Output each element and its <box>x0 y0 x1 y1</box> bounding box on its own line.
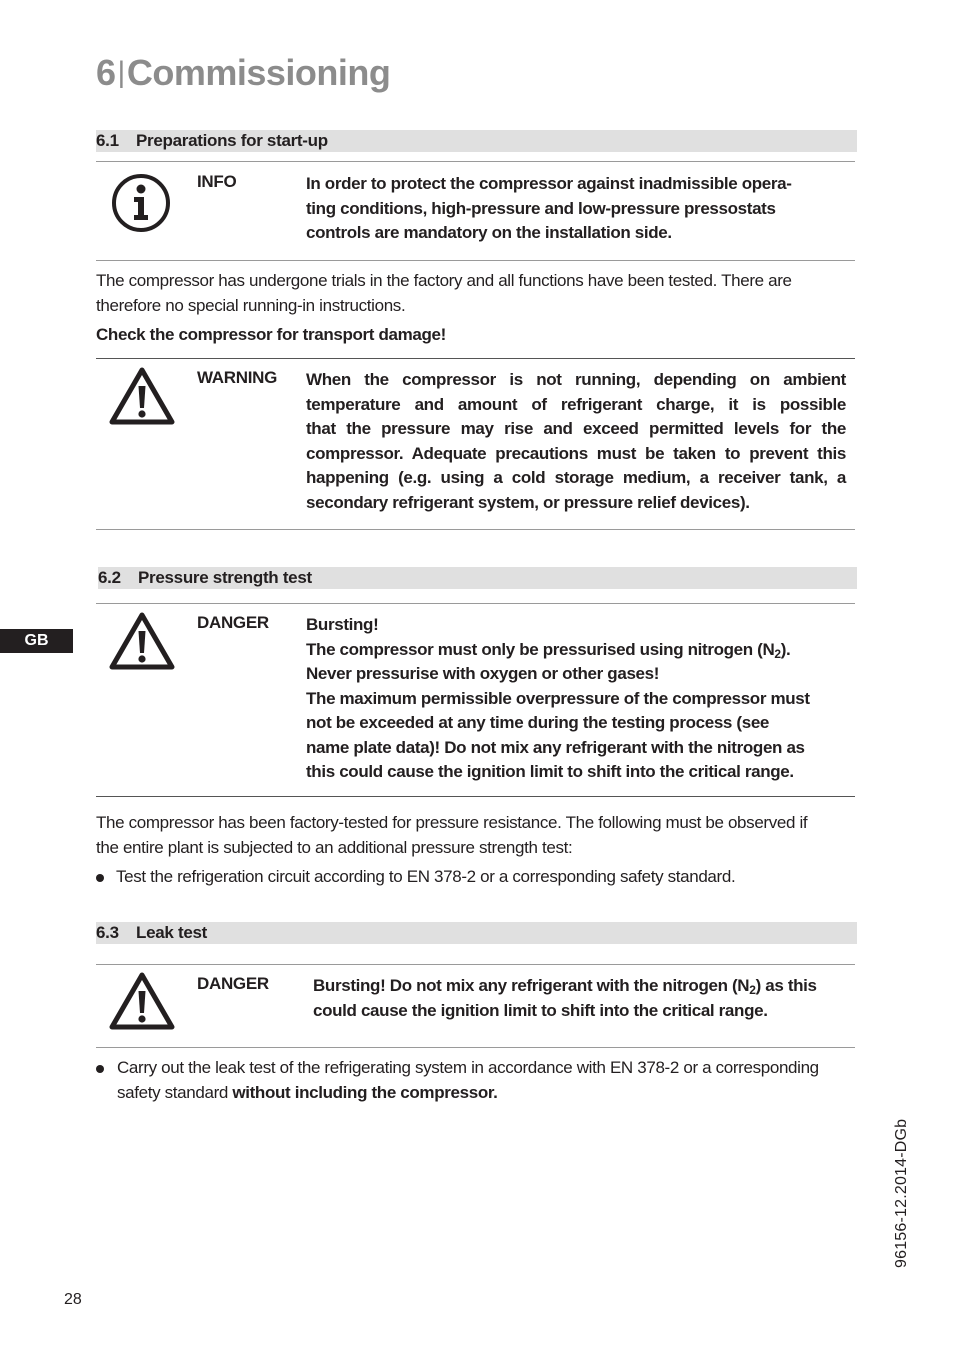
divider <box>96 964 855 965</box>
danger-text <box>313 974 853 1023</box>
divider <box>96 603 855 604</box>
divider <box>96 796 855 797</box>
warning-triangle-icon <box>108 366 176 426</box>
bullet-item <box>117 1056 862 1105</box>
paragraph-line: the entire plant is subjected to an additional pressure strength test: <box>96 837 573 857</box>
danger-line-part: ) as this <box>755 976 817 995</box>
danger-line-part: The compressor must only be pressurised using nitrogen (N <box>306 639 775 659</box>
warning-line: that the pressure may rise and exceed permitted levels for the <box>306 419 846 438</box>
bullet-line-part: safety standard <box>117 1082 233 1102</box>
warning-line: happening (e.g. using a cold storage medium, a receiver tank, a <box>306 468 846 487</box>
section-title: Pressure strength test <box>138 568 312 587</box>
danger-line: could cause the ignition limit to shift into the critical range. <box>313 1000 768 1020</box>
info-line: ting conditions, high-pressure and low-pressure pressostats <box>306 198 776 218</box>
danger-line <box>306 638 854 663</box>
divider <box>96 161 855 162</box>
info-icon <box>110 172 172 234</box>
warning-label: WARNING <box>197 368 278 387</box>
section-number: 6.2 <box>98 568 121 587</box>
section-number: 6.3 <box>96 923 119 942</box>
transport-damage-note: Check the compressor for transport damage! <box>96 325 446 344</box>
danger-label: DANGER <box>197 613 269 632</box>
chapter-number: 6 <box>96 52 116 93</box>
warning-line: When the compressor is not running, depending on ambient <box>306 370 846 389</box>
bullet-line: Carry out the leak test of the refrigerating system in accordance with EN 378-2 or a corresponding <box>117 1058 819 1077</box>
bullet-line-bold: without including the compressor. <box>232 1082 498 1102</box>
divider <box>96 358 855 359</box>
pressure-test-paragraph <box>96 811 858 860</box>
divider <box>96 1047 855 1048</box>
divider <box>96 260 855 261</box>
section-heading-6-1 <box>96 130 857 152</box>
danger-line: Never pressurise with oxygen or other gases! <box>306 664 660 683</box>
bullet-dot <box>96 874 104 882</box>
info-label: INFO <box>197 172 237 191</box>
section-title: Preparations for start-up <box>136 131 328 150</box>
page-number: 28 <box>64 1291 82 1308</box>
info-line: controls are mandatory on the installation side. <box>306 223 672 242</box>
danger-line: The maximum permissible overpressure of the compressor must <box>306 688 810 708</box>
bullet-line <box>117 1081 862 1106</box>
info-line: In order to protect the compressor against inadmissible opera- <box>306 174 792 193</box>
language-tab: GB <box>0 629 73 653</box>
subscript: 2 <box>749 983 756 997</box>
bullet-dot <box>96 1065 104 1073</box>
warning-line: secondary refrigerant system, or pressure relief devices). <box>306 492 750 512</box>
chapter-separator: | <box>117 56 125 89</box>
danger-line: not be exceeded at any time during the testing process (see <box>306 713 770 732</box>
paragraph-line: therefore no special running-in instructions. <box>96 295 406 315</box>
warning-line: compressor. Adequate precautions must be taken to prevent this <box>306 443 846 463</box>
chapter-heading <box>96 52 390 94</box>
section-heading-6-2 <box>98 567 857 589</box>
danger-line: this could cause the ignition limit to shift into the critical range. <box>306 762 794 781</box>
section-title: Leak test <box>136 923 208 942</box>
danger-line-part: ). <box>780 639 791 659</box>
warning-text <box>306 368 846 515</box>
subscript: 2 <box>774 646 781 661</box>
section-heading-6-3 <box>96 922 857 944</box>
bullet-item: Test the refrigeration circuit according to EN 378-2 or a corresponding safety standard. <box>116 867 736 886</box>
danger-label: DANGER <box>197 974 269 993</box>
danger-line: name plate data)! Do not mix any refrigerant with the nitrogen as <box>306 737 805 757</box>
paragraph-line: The compressor has been factory-tested for pressure resistance. The following must be observed if <box>96 813 808 832</box>
danger-line <box>313 974 853 999</box>
warning-triangle-icon <box>108 971 176 1031</box>
danger-line: Bursting! <box>306 615 379 634</box>
danger-text <box>306 613 854 785</box>
intro-paragraph <box>96 269 858 318</box>
section-number: 6.1 <box>96 131 119 150</box>
warning-line: temperature and amount of refrigerant charge, it is possible <box>306 394 846 414</box>
info-text <box>306 172 846 246</box>
divider <box>96 529 855 530</box>
paragraph-line: The compressor has undergone trials in the factory and all functions have been tested. There are <box>96 271 792 290</box>
danger-line-part: Bursting! Do not mix any refrigerant with the nitrogen (N <box>313 976 750 995</box>
warning-triangle-icon <box>108 611 176 671</box>
document-number: 96156-12.2014-DGb <box>893 1118 910 1268</box>
chapter-title: Commissioning <box>126 52 391 93</box>
